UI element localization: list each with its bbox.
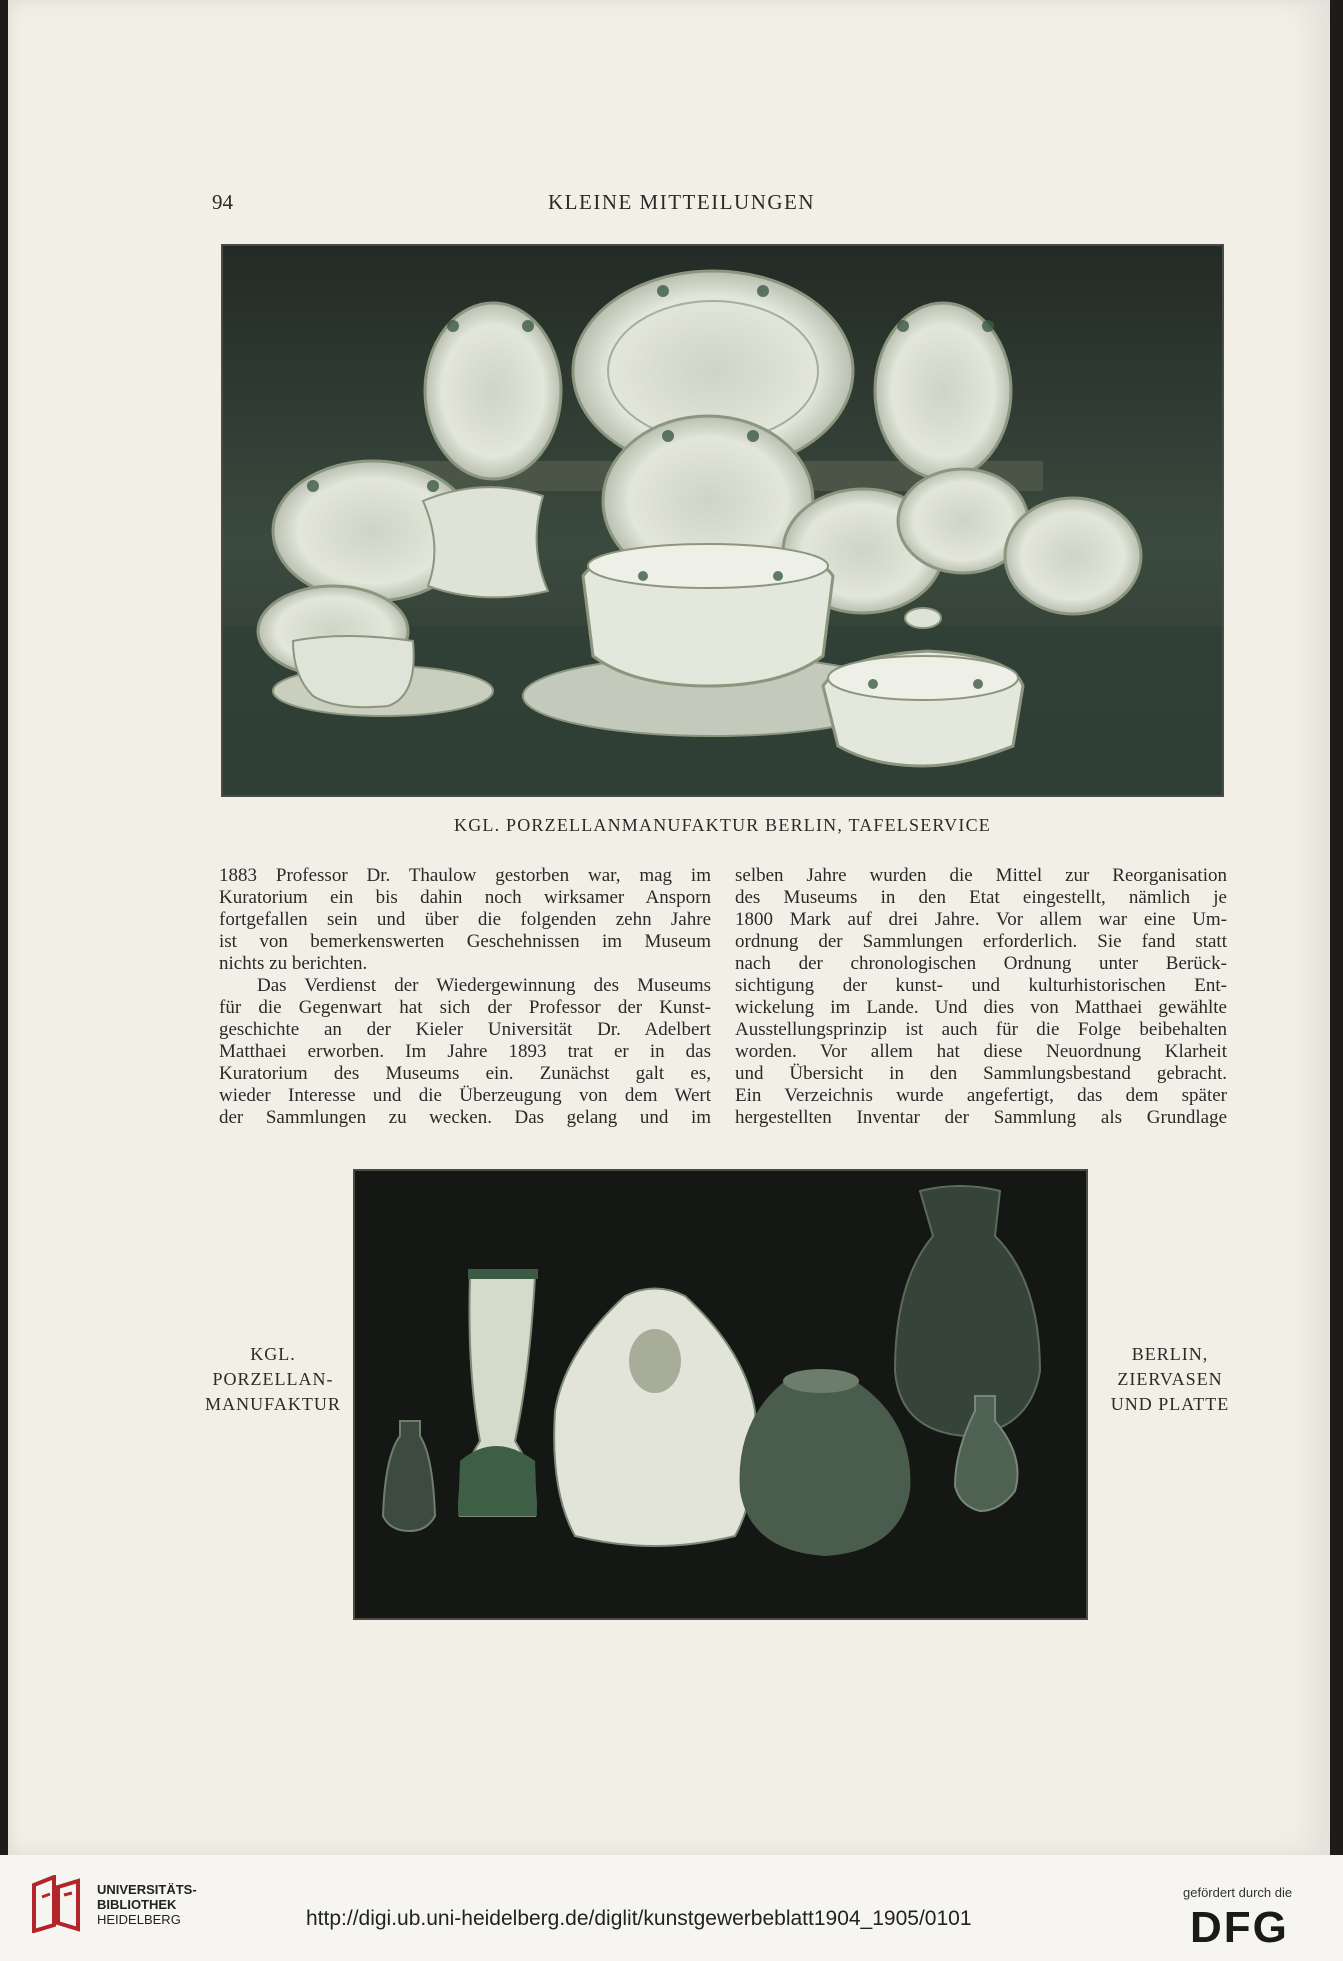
text-line: nichts zu berichten.: [219, 953, 368, 974]
text-line: ordnung der Sammlungen erforderlich. Sie fand statt: [735, 931, 1227, 952]
text-line: worden. Vor allem hat diese Neuordnung Klarheit: [735, 1041, 1227, 1062]
caption-line: MANUFAKTUR: [205, 1394, 341, 1414]
library-line: HEIDELBERG: [97, 1912, 181, 1927]
caption-line: BERLIN,: [1131, 1344, 1209, 1364]
figure-caption-bottom-right: [1100, 1342, 1240, 1417]
text-line: fortgefallen sein und über die folgenden zehn Jahre: [219, 909, 711, 930]
text-line: der Sammlungen zu wecken. Das gelang und im: [219, 1107, 711, 1128]
text-line: für die Gegenwart hat sich der Professor der Kunst-: [219, 997, 711, 1018]
text-line: und Übersicht in den Sammlungsbestand gebracht.: [735, 1063, 1227, 1084]
library-line: BIBLIOTHEK: [97, 1897, 177, 1912]
text-column-left: [219, 865, 711, 1129]
digitization-footer: [0, 1855, 1343, 1961]
ub-heidelberg-logo-icon: [28, 1875, 86, 1933]
text-line: Das Verdienst der Wiedergewinnung des Museums: [257, 975, 711, 996]
text-line: Ausstellungsprinzip ist auch für die Folge beibehalten: [735, 1019, 1227, 1040]
library-line: UNIVERSITÄTS-: [97, 1882, 197, 1897]
page-number: 94: [212, 190, 233, 214]
text-line: Kuratorium ein bis dahin noch wirksamer Ansporn: [219, 887, 711, 908]
text-line: Ein Verzeichnis wurde angefertigt, das dem später: [735, 1085, 1227, 1106]
photo-tafelservice: [221, 244, 1224, 797]
funded-by-label: gefördert durch die: [1183, 1885, 1293, 1900]
text-line: wickelung im Lande. Und dies von Matthaei gewählte: [735, 997, 1227, 1018]
text-column-right: [735, 865, 1227, 1129]
caption-line: PORZELLAN-: [212, 1369, 334, 1389]
library-name: [97, 1882, 197, 1927]
text-line: ist von bemerkenswerten Geschehnissen im Museum: [219, 931, 711, 952]
scanned-page: [8, 0, 1330, 1855]
text-line: des Museums in den Etat eingestellt, nämlich je: [735, 887, 1227, 908]
text-line: selben Jahre wurden die Mittel zur Reorganisation: [735, 865, 1227, 886]
photo-ziervasen: [353, 1169, 1088, 1620]
text-line: 1800 Mark auf drei Jahre. Vor allem war eine Um-: [735, 909, 1227, 930]
dfg-logo: DFG: [1190, 1903, 1289, 1952]
text-line: nach der chronologischen Ordnung unter Berück-: [735, 953, 1227, 974]
text-line: 1883 Professor Dr. Thaulow gestorben war, mag im: [219, 865, 711, 886]
running-title: KLEINE MITTEILUNGEN: [548, 190, 816, 214]
text-line: geschichte an der Kieler Universität Dr. Adelbert: [219, 1019, 711, 1040]
figure-caption-top: KGL. PORZELLANMANUFAKTUR BERLIN, TAFELSERVICE: [454, 815, 991, 835]
caption-line: ZIERVASEN: [1117, 1369, 1223, 1389]
text-line: wieder Interesse und die Überzeugung von dem Wert: [219, 1085, 711, 1106]
text-line: Matthaei erworben. Im Jahre 1893 trat er in das: [219, 1041, 711, 1062]
text-line: Kuratorium des Museums ein. Zunächst galt es,: [219, 1063, 711, 1084]
permalink[interactable]: http://digi.ub.uni-heidelberg.de/diglit/kunstgewerbeblatt1904_1905/0101: [306, 1907, 972, 1930]
caption-line: KGL.: [250, 1344, 296, 1364]
page-header: [8, 190, 1330, 220]
text-line: hergestellten Inventar der Sammlung als Grundlage: [735, 1107, 1227, 1128]
figure-caption-bottom-left: [198, 1342, 348, 1417]
text-line: sichtigung der kunst- und kulturhistorischen Ent-: [735, 975, 1227, 996]
caption-line: UND PLATTE: [1110, 1394, 1230, 1414]
